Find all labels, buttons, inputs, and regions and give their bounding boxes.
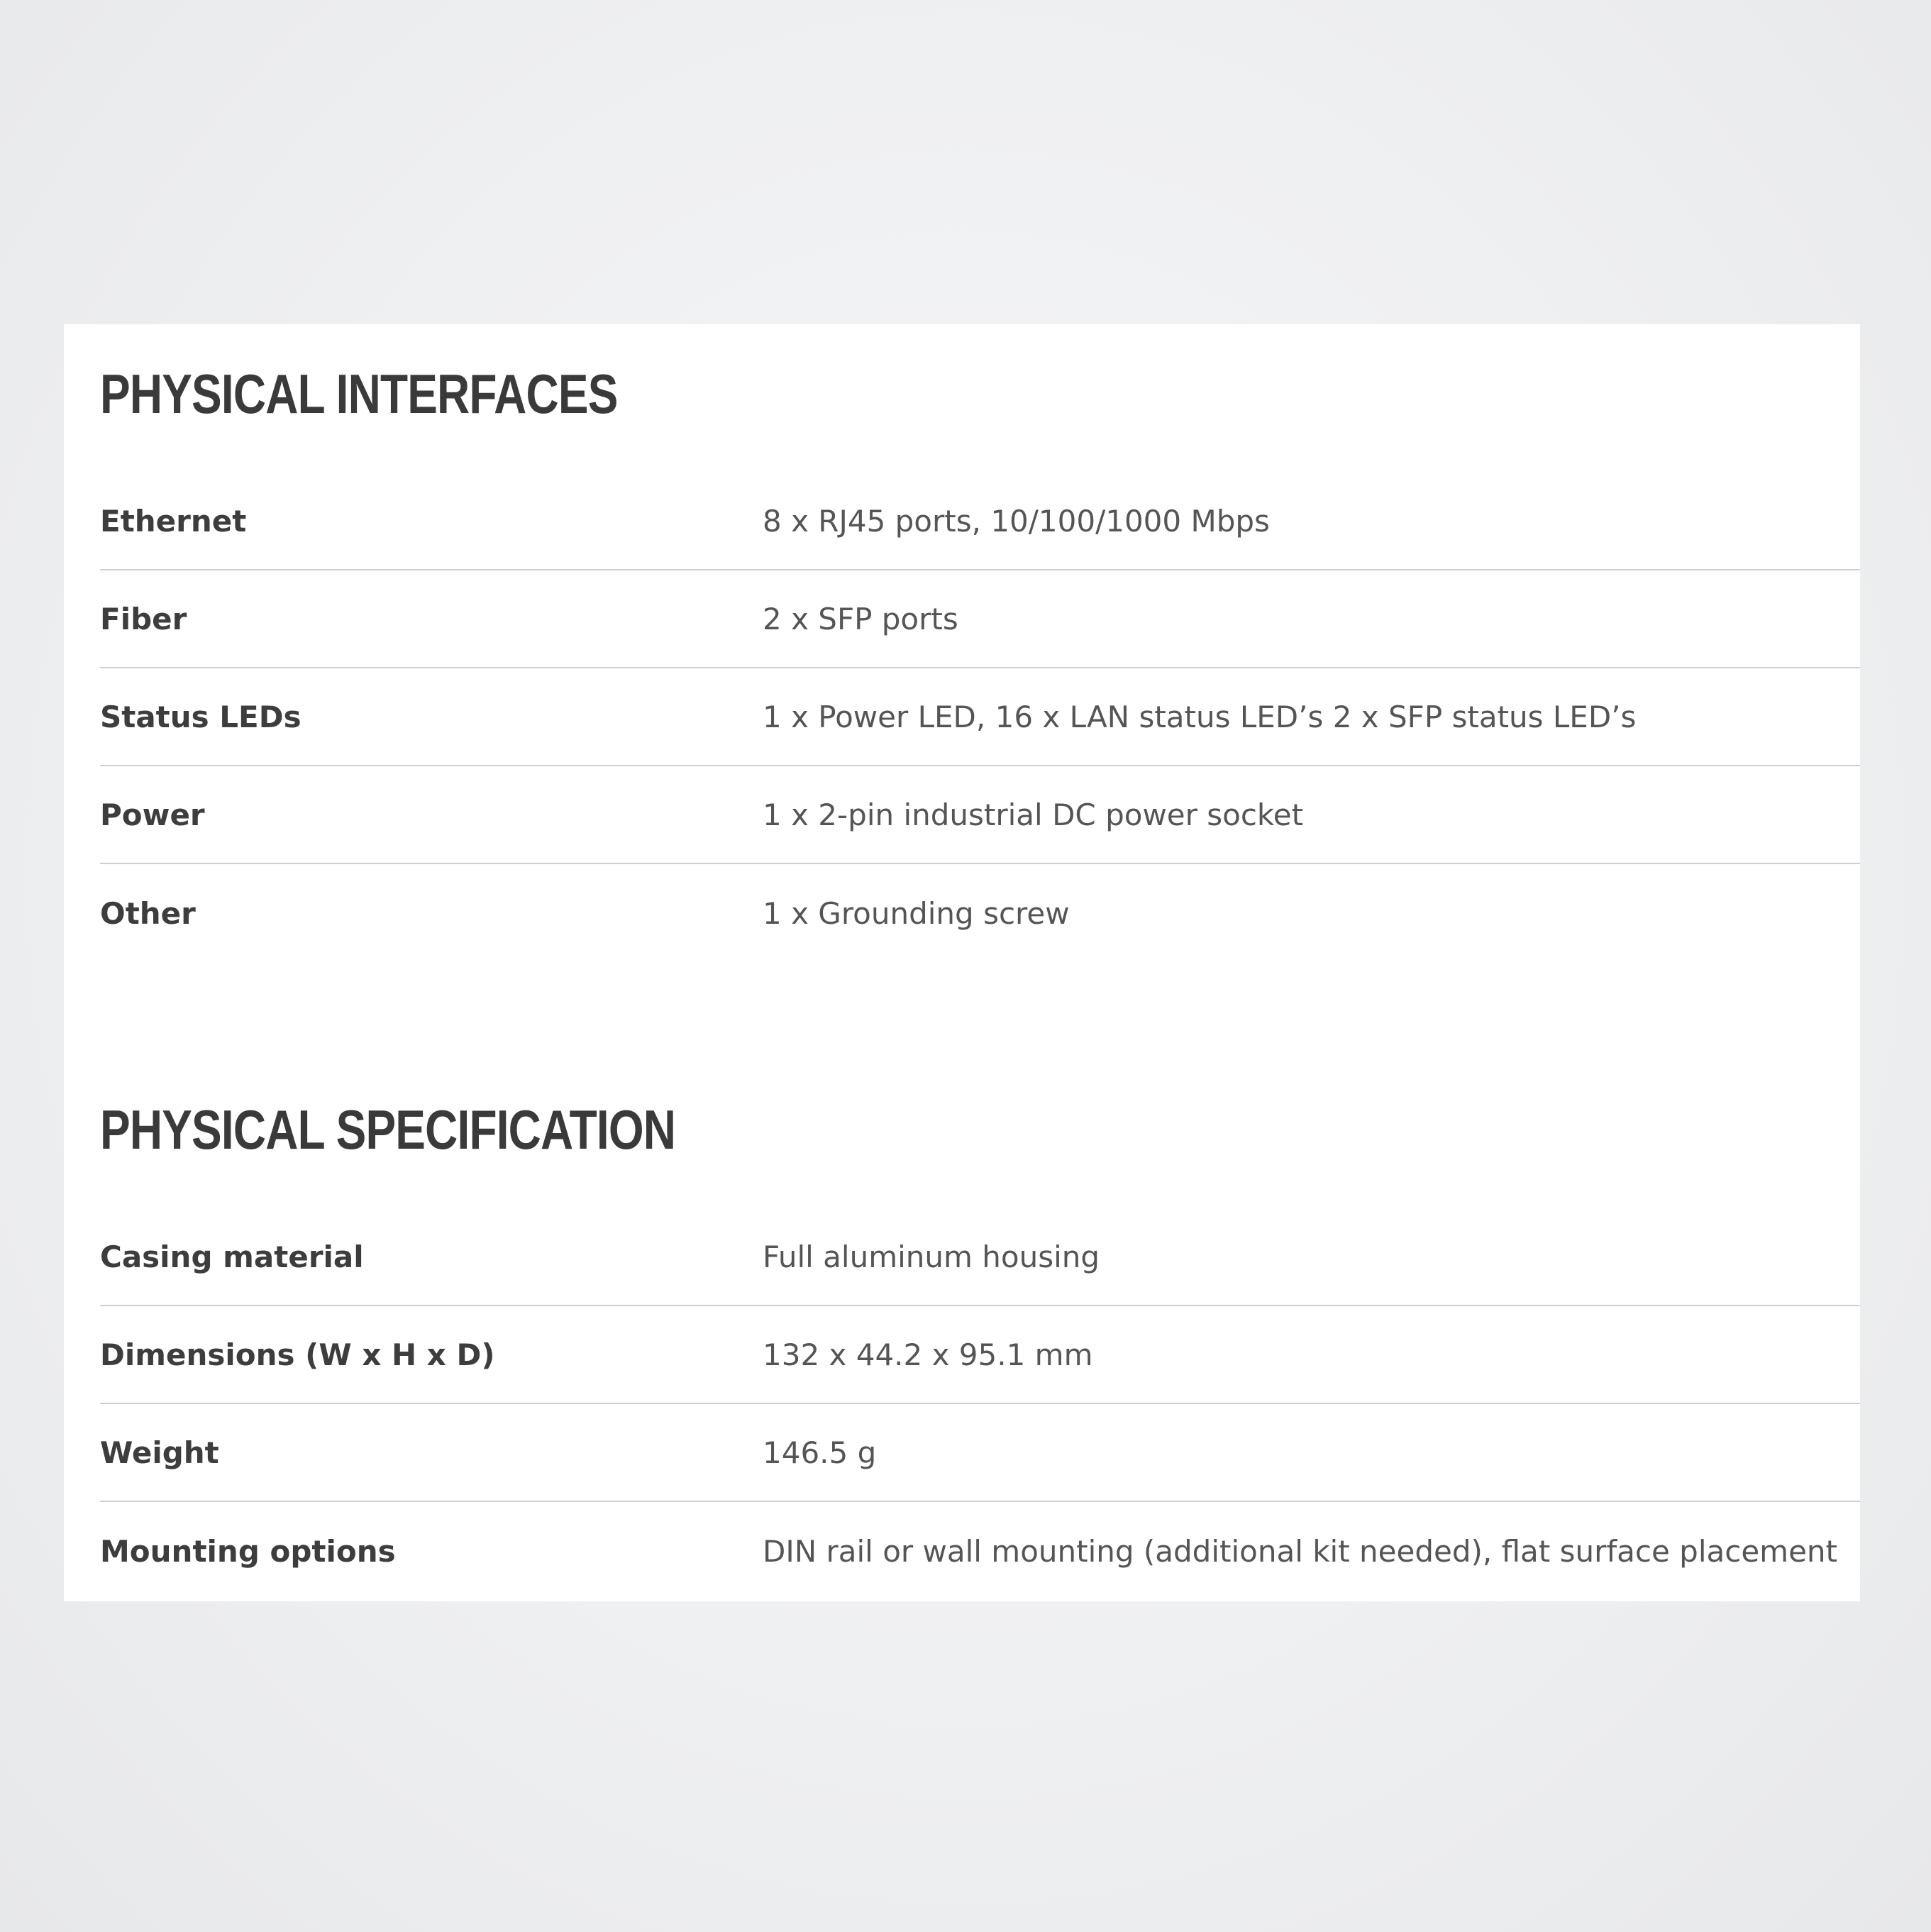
physical-interfaces-section bbox=[100, 358, 1860, 962]
spec-table bbox=[100, 1208, 1860, 1600]
physical-specification-section bbox=[100, 1094, 1860, 1600]
spec-value: 146.5 g bbox=[763, 1435, 877, 1470]
spec-value: 1 x 2-pin industrial DC power socket bbox=[763, 797, 1304, 832]
spec-value: Full aluminum housing bbox=[763, 1239, 1100, 1274]
spec-value: 1 x Power LED, 16 x LAN status LED’s 2 x SFP status LED’s bbox=[763, 699, 1637, 734]
spec-label: Casing material bbox=[100, 1239, 364, 1274]
section-title: PHYSICAL SPECIFICATION bbox=[100, 1098, 676, 1161]
spec-row-dimensions bbox=[100, 1306, 1860, 1404]
section-title: PHYSICAL INTERFACES bbox=[100, 363, 618, 425]
spec-row-casing-material bbox=[100, 1208, 1860, 1306]
spec-value: 132 x 44.2 x 95.1 mm bbox=[763, 1337, 1093, 1372]
spec-label: Fiber bbox=[100, 601, 187, 636]
spec-label: Status LEDs bbox=[100, 699, 301, 734]
spec-value: 1 x Grounding screw bbox=[763, 895, 1070, 931]
spec-row-mounting-options bbox=[100, 1502, 1860, 1600]
spec-row-fiber bbox=[100, 570, 1860, 668]
spec-row-other bbox=[100, 864, 1860, 962]
spec-row-ethernet bbox=[100, 473, 1860, 570]
spec-value: 2 x SFP ports bbox=[763, 601, 958, 636]
spec-label: Power bbox=[100, 797, 205, 832]
spec-label: Dimensions (W x H x D) bbox=[100, 1337, 495, 1372]
spec-label: Other bbox=[100, 895, 196, 931]
spec-value: DIN rail or wall mounting (additional kit needed), flat surface placement bbox=[763, 1533, 1837, 1569]
spec-table bbox=[100, 473, 1860, 962]
spec-row-weight bbox=[100, 1404, 1860, 1502]
spec-card bbox=[64, 324, 1860, 1601]
spec-row-status-leds bbox=[100, 668, 1860, 766]
spec-label: Ethernet bbox=[100, 503, 247, 539]
spec-label: Mounting options bbox=[100, 1533, 396, 1569]
spec-row-power bbox=[100, 766, 1860, 864]
spec-value: 8 x RJ45 ports, 10/100/1000 Mbps bbox=[763, 503, 1270, 539]
spec-label: Weight bbox=[100, 1435, 219, 1470]
